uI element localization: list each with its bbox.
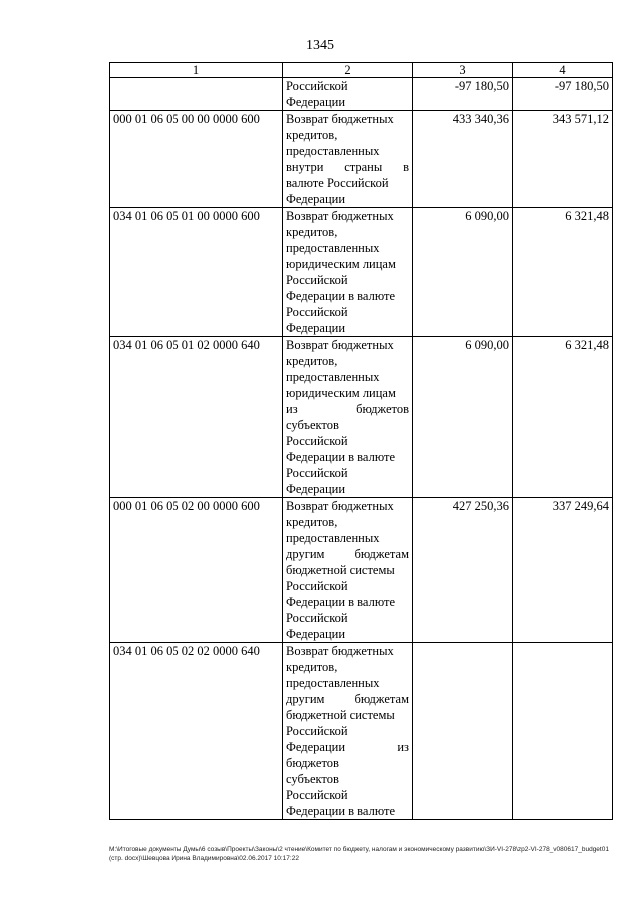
description-line: Федерации <box>286 627 346 641</box>
description-line: Российской <box>286 724 348 738</box>
table-row <box>110 498 613 643</box>
description-line: Российской <box>286 305 348 319</box>
budget-code: 000 01 06 05 02 00 0000 600 <box>110 498 283 643</box>
description-line: кредитов, <box>286 660 338 674</box>
amount-col-4: 343 571,12 <box>513 111 613 208</box>
amount-col-4: -97 180,50 <box>513 78 613 111</box>
description-line: Федерации <box>286 321 346 335</box>
amount-col-3: 427 250,36 <box>413 498 513 643</box>
description-line: другим бюджетам <box>286 547 409 561</box>
item-description <box>283 208 413 337</box>
amount-col-4: 6 321,48 <box>513 208 613 337</box>
table-body <box>110 78 613 820</box>
description-line: Российской <box>286 466 348 480</box>
document-path-footer: M:\Итоговые документы Думы\6 созыв\Проекты\Законы\2 чтение\Комитет по бюджету, налогам и экономическому развитию\ЗИ-VI-278\zp2-VI-278_v080617_budget01(стр. docx)\Шевцова Ирина Владимировна\02.06.2017 10:17:22 <box>109 846 609 862</box>
description-line: предоставленных <box>286 241 380 255</box>
description-line: Российской <box>286 273 348 287</box>
description-line: предоставленных <box>286 144 380 158</box>
description-line: кредитов, <box>286 128 338 142</box>
description-line: Возврат бюджетных <box>286 644 394 658</box>
amount-col-4: 337 249,64 <box>513 498 613 643</box>
description-line: внутри страны в <box>286 160 409 174</box>
budget-code: 034 01 06 05 01 00 0000 600 <box>110 208 283 337</box>
description-line: юридическим лицам <box>286 386 396 400</box>
description-line: Российской <box>286 579 348 593</box>
amount-col-4 <box>513 643 613 820</box>
item-description <box>283 337 413 498</box>
description-line: Федерации в валюте <box>286 289 396 303</box>
amount-col-3: -97 180,50 <box>413 78 513 111</box>
description-line: предоставленных <box>286 531 380 545</box>
header-col-2: 2 <box>283 63 413 78</box>
budget-code: 000 01 06 05 00 00 0000 600 <box>110 111 283 208</box>
description-line: Российской <box>286 79 348 93</box>
amount-col-3 <box>413 643 513 820</box>
description-line: Возврат бюджетных <box>286 338 394 352</box>
budget-code: 034 01 06 05 02 02 0000 640 <box>110 643 283 820</box>
description-line: Федерации из <box>286 740 409 754</box>
item-description <box>283 111 413 208</box>
description-line: предоставленных <box>286 370 380 384</box>
description-line: субъектов <box>286 418 339 432</box>
description-line: Федерации <box>286 482 346 496</box>
description-line: кредитов, <box>286 354 338 368</box>
description-line: Федерации в валюте <box>286 595 396 609</box>
header-col-1: 1 <box>110 63 283 78</box>
description-line: бюджетов <box>286 756 339 770</box>
description-line: Российской <box>286 434 348 448</box>
item-description <box>283 643 413 820</box>
budget-code: 034 01 06 05 01 02 0000 640 <box>110 337 283 498</box>
description-line: кредитов, <box>286 515 338 529</box>
header-col-3: 3 <box>413 63 513 78</box>
budget-table <box>109 62 613 820</box>
item-description <box>283 498 413 643</box>
description-line: бюджетной системы <box>286 563 395 577</box>
description-line: Федерации <box>286 192 346 206</box>
table-row <box>110 337 613 498</box>
description-line: из бюджетов <box>286 402 409 416</box>
description-line: предоставленных <box>286 676 380 690</box>
amount-col-3: 433 340,36 <box>413 111 513 208</box>
description-line: валюте Российской <box>286 176 389 190</box>
description-line: Российской <box>286 611 348 625</box>
description-line: Федерации в валюте <box>286 450 396 464</box>
table-row <box>110 78 613 111</box>
table-header-row <box>110 63 613 78</box>
table-row <box>110 111 613 208</box>
page-number: 1345 <box>306 38 334 53</box>
amount-col-3: 6 090,00 <box>413 208 513 337</box>
table-row <box>110 208 613 337</box>
description-line: бюджетной системы <box>286 708 395 722</box>
amount-col-3: 6 090,00 <box>413 337 513 498</box>
header-col-4: 4 <box>513 63 613 78</box>
description-line: юридическим лицам <box>286 257 396 271</box>
description-line: Российской <box>286 788 348 802</box>
budget-code <box>110 78 283 111</box>
description-line: кредитов, <box>286 225 338 239</box>
description-line: субъектов <box>286 772 339 786</box>
table-row <box>110 643 613 820</box>
description-line: Федерации в валюте <box>286 804 396 818</box>
amount-col-4: 6 321,48 <box>513 337 613 498</box>
description-line: Возврат бюджетных <box>286 499 394 513</box>
description-line: другим бюджетам <box>286 692 409 706</box>
item-description <box>283 78 413 111</box>
description-line: Федерации <box>286 95 346 109</box>
description-line: Возврат бюджетных <box>286 209 394 223</box>
description-line: Возврат бюджетных <box>286 112 394 126</box>
